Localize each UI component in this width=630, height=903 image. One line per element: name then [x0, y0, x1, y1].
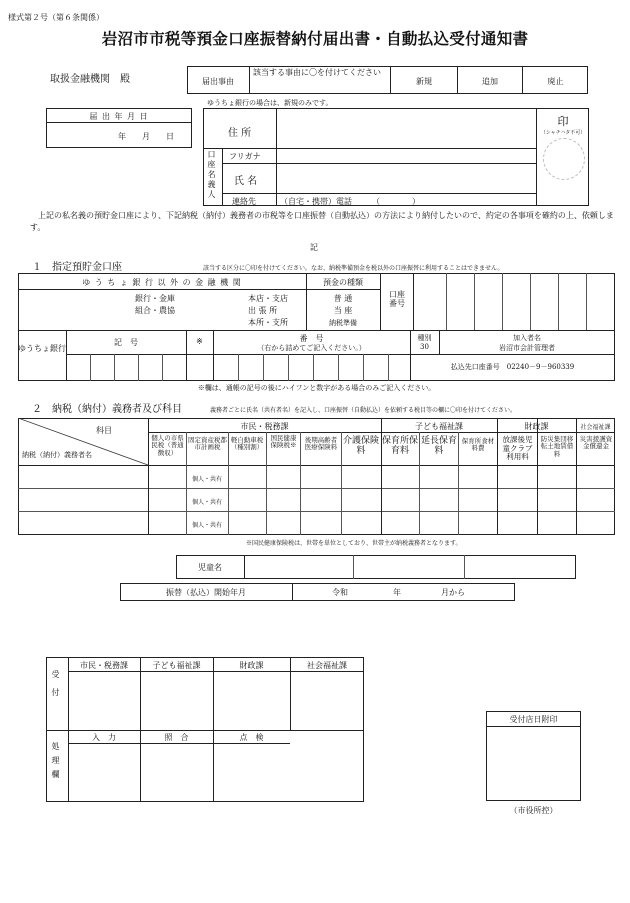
form-number: 様式第２号（第６条関係）	[8, 13, 104, 22]
dept-shimin: 市民・税務課	[240, 422, 289, 431]
holder-box	[203, 108, 589, 206]
start-era: 令和	[332, 588, 348, 597]
yucho-note: ゆうちょ銀行の場合は、新規のみです。	[207, 99, 333, 107]
shubetsu-label: 種別	[417, 334, 432, 342]
office-dept-2: 財政課	[239, 661, 264, 670]
bango-label: 番 号	[299, 334, 324, 343]
section1-note: 該当する区分に〇印を付けてください。なお、納税準備預金を税以外の口座振替に利用することはできません。	[203, 265, 504, 272]
seal-note: （シャチハタ不可）	[540, 130, 586, 136]
subscriber-label: 加入者名	[513, 334, 541, 342]
start-label: 振替（払込）開始年月	[166, 588, 246, 597]
dept-kodomo: 子ども福祉課	[415, 422, 463, 431]
deposit-option-1[interactable]: 普 通	[333, 294, 353, 303]
name-label: 氏 名	[234, 176, 258, 187]
dept-shakai: 社会福祉課	[580, 424, 611, 431]
col-hoikusho: 保育所保育料	[382, 436, 419, 457]
stamp-footer: （市役所控）	[509, 806, 558, 815]
col-shokuzai: 保育所食材料費	[461, 437, 495, 453]
col-kaigo: 介護保険料	[343, 436, 380, 457]
office-dept-1: 子ども福祉課	[152, 661, 201, 670]
branch-types-3[interactable]: 本所・支所	[248, 318, 288, 327]
step-check: 照 合	[164, 733, 189, 742]
section2-footnote: ※国民健康保険税は、世帯を単位としており、世帯主が納税義務者となります。	[246, 540, 462, 547]
row-tag-2[interactable]: 個人・共有	[191, 499, 222, 506]
col-encho: 延長保育料	[421, 436, 458, 457]
page-title: 岩沼市市税等預金口座振替納付届出書・自動払込受付通知書	[101, 29, 529, 48]
reason-option-cancel[interactable]: 廃止	[547, 77, 564, 86]
recipient: 取扱金融機関 殿	[50, 74, 130, 85]
seal-circle[interactable]	[543, 138, 585, 180]
col-koki: 後期高齢者医療保険料	[304, 436, 338, 452]
step-review: 点 検	[239, 733, 264, 742]
deposit-header: 預金の種類	[323, 278, 363, 287]
section2-note: 義務者ごとに氏名（共有者名）を記入し、口座振替（自動払込）を依頼する税目等の欄に〇印を付けてください。	[210, 407, 517, 414]
subject-label: 科目	[96, 426, 112, 435]
branch-types-2[interactable]: 出 張 所	[248, 306, 278, 315]
deposit-option-2[interactable]: 当 座	[333, 306, 353, 315]
filing-date-value[interactable]: 年 月 日	[118, 132, 174, 141]
bango-note: （右から詰めてご記入ください。）	[257, 344, 366, 352]
shori-label: 処理欄	[51, 742, 60, 784]
office-dept-0: 市民・税務課	[80, 661, 128, 670]
filing-date-label: 届 出 年 月 日	[89, 112, 149, 121]
contact-value[interactable]: （自宅・携帯）電話 （ ）	[280, 197, 420, 206]
col-saigai: 災害援護資金償還金	[579, 435, 613, 451]
section1-title: １ 指定預貯金口座	[32, 262, 122, 273]
reason-option-new[interactable]: 新規	[416, 77, 432, 86]
uketsuke-label: 受付	[51, 670, 60, 706]
branch-types-1[interactable]: 本店・支店	[248, 294, 288, 303]
reason-instruction: 該当する事由に〇を付けてください	[253, 68, 381, 77]
start-year: 年	[393, 588, 401, 597]
child-label: 児童名	[198, 563, 222, 572]
contact-label: 連絡先	[232, 197, 256, 206]
col-bosai: 防災集団移転土地賃借料	[540, 435, 574, 458]
ki-label: 記	[310, 243, 318, 252]
office-dept-3: 社会福祉課	[307, 661, 347, 670]
row-tag-1[interactable]: 個人・共有	[191, 476, 222, 483]
row-tag-3[interactable]: 個人・共有	[191, 522, 222, 529]
step-input: 入 力	[92, 733, 116, 742]
shubetsu-value: 30	[420, 343, 429, 351]
payee-account: 払込先口座番号 02240－9－960339	[450, 363, 575, 371]
start-month: 月から	[441, 588, 465, 597]
reason-label: 届出事由	[202, 77, 234, 86]
address-label: 住 所	[228, 128, 252, 139]
col-shikenmin: 個人の市県民税（普通徴収）	[151, 434, 184, 457]
col-kokuho: 国民健康保険税※	[270, 434, 297, 450]
seal-label: 印	[557, 115, 569, 128]
account-number-label: 口座番号	[389, 290, 405, 309]
intro-text: 上記の私名義の預貯金口座により、下記納税（納付）義務者の市税等を口座振替（自動払込）の方法により納付したいので、約定の各事項を確約の上、依頼します。	[30, 211, 614, 233]
furigana-label: フリガナ	[229, 152, 261, 161]
payer-label: 納税（納付）義務者名	[22, 451, 92, 459]
yucho-label: ゆうちょ銀行	[18, 344, 66, 353]
reason-option-add[interactable]: 追加	[482, 77, 498, 86]
col-kotei: 固定資産税都市計画税	[188, 436, 227, 452]
holder-side-label: 口座名義人	[207, 150, 216, 200]
dept-zaisei: 財政課	[524, 422, 549, 431]
deposit-option-3[interactable]: 納税準備	[329, 319, 357, 327]
mark-label: ※	[196, 337, 203, 346]
kigo-label: 記 号	[114, 338, 138, 347]
note-star: ※欄は、通帳の記号の後にハイフンと数字がある場合のみご記入ください。	[197, 384, 436, 392]
bank-types-1[interactable]: 銀行・金庫	[135, 294, 175, 303]
bank-types-2[interactable]: 組合・農協	[135, 306, 175, 315]
bank-header: ゆ う ち ょ 銀 行 以 外 の 金 融 機 関	[82, 278, 242, 287]
stamp-label: 受付店日附印	[509, 715, 558, 724]
col-gakudo: 放課後児童クラブ利用料	[502, 435, 533, 462]
section2-title: ２ 納税（納付）義務者及び科目	[32, 404, 182, 415]
subscriber-value: 岩沼市会計管理者	[499, 344, 555, 352]
col-keijidosha: 軽自動車税（種別割）	[230, 436, 264, 452]
